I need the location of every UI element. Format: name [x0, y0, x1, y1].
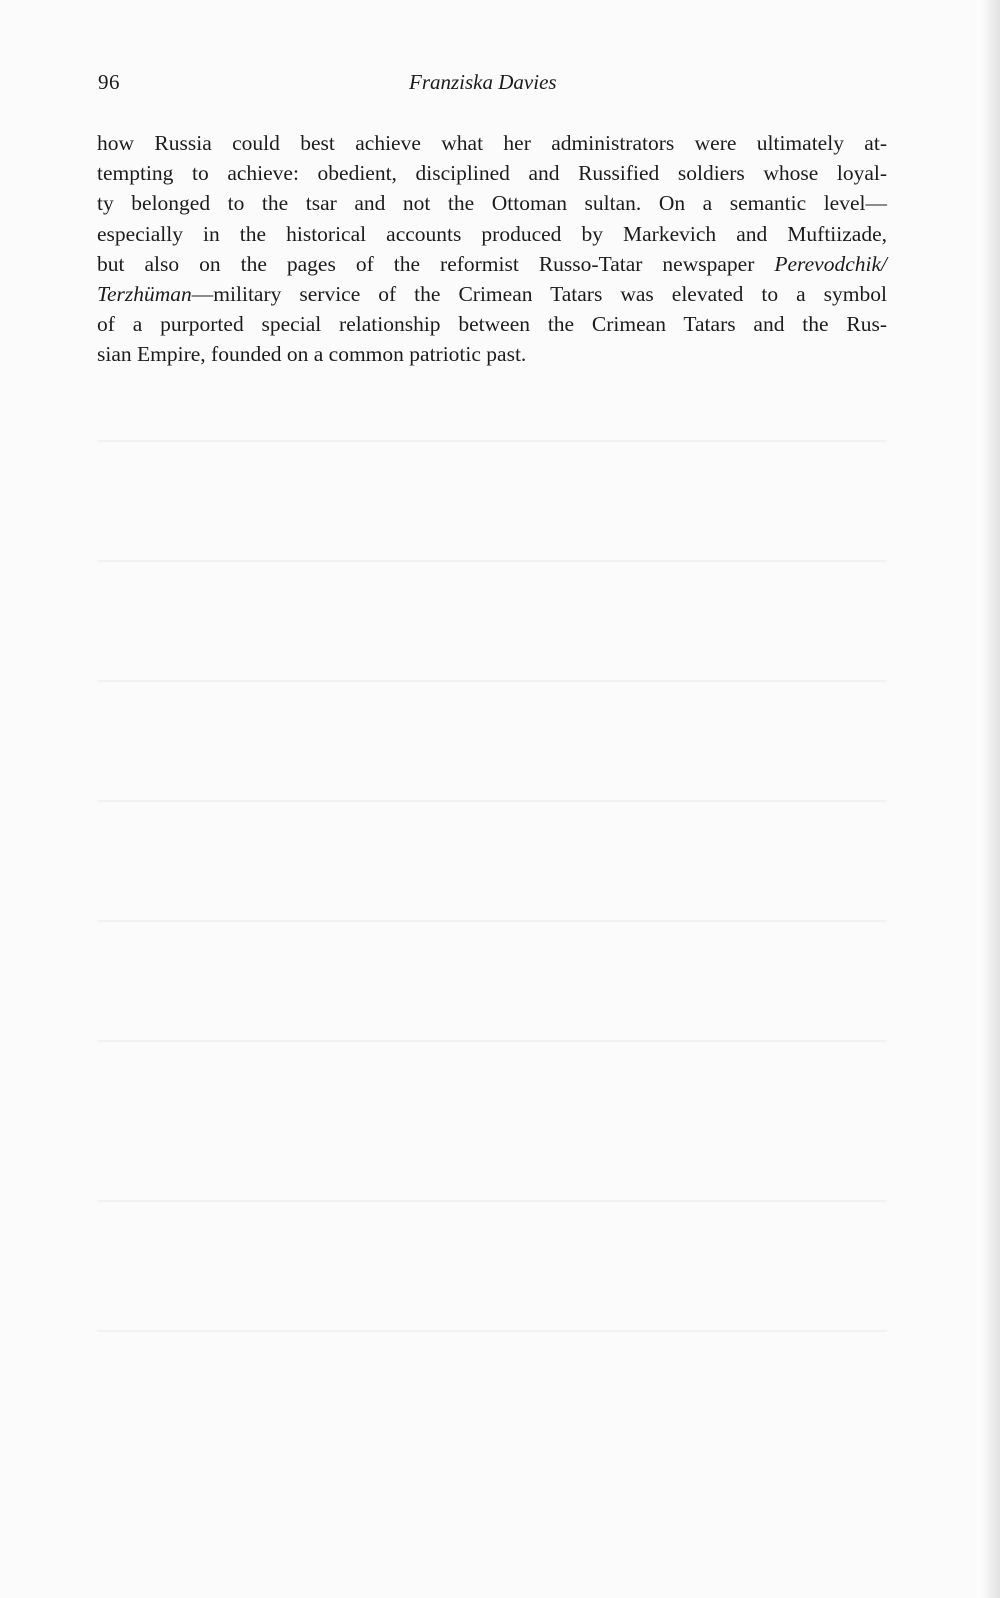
bleed-through-mark: [97, 1200, 887, 1202]
newspaper-title-italic: Perevodchik/: [774, 251, 887, 276]
text-line: especially in the historical accounts produced by Markevich and Muftiizade,: [97, 221, 887, 246]
bleed-through-mark: [97, 1040, 887, 1042]
page-edge-shadow: [982, 0, 1000, 1598]
bleed-through-mark: [97, 680, 887, 682]
bleed-through-mark: [97, 1330, 887, 1332]
text-line: sian Empire, founded on a common patriotic past.: [97, 342, 527, 367]
bleed-through-mark: [97, 440, 887, 442]
page-number: 96: [98, 70, 120, 94]
text-line: Terzhüman—military service of the Crimean Tatars was elevated to a symbol: [97, 282, 887, 307]
newspaper-title-italic: Terzhüman: [97, 282, 192, 307]
body-paragraph: [97, 128, 887, 370]
text-line: how Russia could best achieve what her administrators were ultimately at-: [97, 131, 887, 155]
text-line: but also on the pages of the reformist Russo-Tatar newspaper Perevodchik/: [97, 251, 887, 276]
running-head: Franziska Davies: [409, 70, 557, 94]
text-line: ty belonged to the tsar and not the Ottoman sultan. On a semantic level—: [97, 191, 887, 216]
bleed-through-mark: [97, 920, 887, 922]
bleed-through-mark: [97, 800, 887, 802]
text-line: of a purported special relationship between the Crimean Tatars and the Rus-: [97, 312, 887, 337]
text-line: tempting to achieve: obedient, disciplined and Russified soldiers whose loyal-: [97, 161, 887, 186]
bleed-through-mark: [97, 560, 887, 562]
